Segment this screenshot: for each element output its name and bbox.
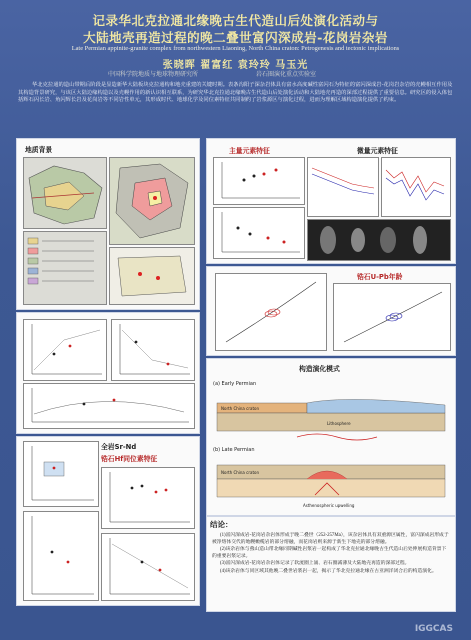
discrimination-plot (23, 383, 195, 429)
ree-pattern-plot (307, 157, 379, 217)
major-element-plot-graphic (214, 158, 304, 204)
isotope-panel (16, 436, 200, 606)
geology-legend-figure (23, 231, 107, 305)
conclusion-2: (2)该杂岩体与燕山造山带北缘同期碱性岩浆岩一起构成了华北克拉通北缘晚古生代造山后处伸展构造背景下的重要岩浆记录。 (212, 547, 447, 559)
isotope-heading: 全岩Sr-Nd (101, 443, 137, 451)
sample-location-graphic (110, 248, 194, 304)
major-element-heading: 主量元素特征 (229, 147, 270, 155)
poster-title-line1: 记录华北克拉通北缘晚古生代造山后处演化活动与 (92, 13, 379, 28)
classification-plot-1 (23, 319, 107, 381)
sample-location-figure (109, 247, 195, 305)
harker-plot (213, 207, 305, 259)
conclusion-body (212, 533, 450, 576)
poster-title-line2: 大陆地壳再造过程的晚二叠世富闪深成岩-花岗岩杂岩 (83, 30, 388, 45)
watermark-text: IGGCAS (414, 624, 453, 634)
trace-element-heading: 微量元素特征 (357, 147, 398, 155)
tectonic-label-astheno: Asthenospheric upwelling (303, 503, 355, 508)
zircon-cl-images (307, 219, 451, 261)
conclusion-3: (3)富闪深成岩-花岗岩杂岩体记录了软流圈上涌、岩石圈减薄及大陆地壳再造的深部过程。 (220, 561, 410, 566)
discrimination-plot-graphic (24, 384, 194, 428)
tectonic-panel (206, 358, 456, 516)
tectonic-label-litho: Lithosphere (327, 421, 351, 426)
affiliation-2: 岩石圈演化重点实验室 (256, 72, 317, 78)
hf-isotope-heading: 锆石Hf同位素特征 (101, 455, 158, 463)
concordia-plot-2-graphic (334, 284, 450, 350)
geochem-panel (16, 312, 200, 434)
conclusion-heading: 结论： (210, 520, 233, 529)
zircon-heading: 锆石U-Pb年龄 (357, 273, 403, 281)
local-geology-map-figure (109, 157, 195, 245)
local-geology-map-graphic (110, 158, 194, 244)
spider-diagram-graphic (382, 158, 450, 216)
conclusion-1: (1)富闪深成岩-花岗岩杂岩体形成于晚二叠世（252-257Ma），该杂岩体具有双重源区属性，富闪深成岩形成于被净熔体交代的地幔橄榄岩的部分熔融，而花岗岩则来源于新生下地壳的部分熔融。 (212, 533, 449, 545)
hf-isotope-plot-1 (101, 467, 195, 529)
tectonic-model-graphic (207, 375, 455, 515)
geology-panel (16, 138, 200, 310)
regional-map-figure (23, 157, 107, 229)
hf-isotope-plot-2-graphic (102, 534, 194, 600)
major-element-plot (213, 157, 305, 205)
geology-legend-graphic (24, 232, 106, 304)
sr-nd-plot-graphic (24, 442, 98, 506)
hf-isotope-plot-2 (101, 533, 195, 601)
element-panel (206, 138, 456, 264)
geology-heading: 地质背景 (25, 146, 53, 154)
concordia-plot-2 (333, 283, 451, 351)
sr-nd-plot (23, 441, 99, 507)
sr-nd-plot-2-graphic (24, 512, 98, 600)
harker-plot-graphic (214, 208, 304, 258)
concordia-plot-1-graphic (216, 274, 326, 350)
ree-pattern-graphic (308, 158, 378, 216)
tectonic-label-ncc: North China craton (221, 406, 260, 411)
abstract: 华北克拉通的造山带期后阶段是显造新华大陆板块克拉通构和地壳重建的关键时期。表条沟阳子深杂岩体具有富水高度碱性富闪石为特征的富闪深成岩-花岗岩杂岩的壳幔相互作用及其构造背景研究，与该区大陆边缘构造以及壳幔作用的新认识相互联系，为研究华北克拉通北缘晚古生代造山后处演化活动和大陆地壳再造的深部过程提供了重要信息。研究区的侵入体包括辉石闪长岩、角闪辉长岩及花岗岩等不同岩性单元，其形成时代、地球化学及同位素特征共同制约了岩浆源区与演化过程，进而为理解区域构造演化提供了约束。 (18, 82, 453, 104)
classification-plot-2 (111, 319, 195, 381)
zircon-cl-graphic (308, 220, 450, 260)
concordia-plot-1 (215, 273, 327, 351)
english-title: Late Permian appinite-granite complex from northwestern Liaoning, North China craton: Petrogenesis and tectonic implications (71, 45, 400, 52)
zircon-panel (206, 266, 456, 356)
tectonic-label-a: (a) Early Permian (213, 381, 257, 387)
author-list: 张晓晖 翟富红 袁玲玲 马玉光 (162, 60, 309, 71)
regional-map-graphic (24, 158, 106, 228)
hf-isotope-plot-1-graphic (102, 468, 194, 528)
affiliation-1: 中国科学院地质与地球物理研究所 (108, 72, 199, 78)
tectonic-heading: 构造演化模式 (299, 365, 340, 373)
sr-nd-plot-2 (23, 511, 99, 601)
conclusion-4: (4)该杂岩体与同区域其他晚二叠世岩浆岩一起，揭示了华北克拉通北缘在古亚洲洋闭合后的构造演化。 (220, 568, 437, 574)
spider-diagram-plot (381, 157, 451, 217)
tectonic-label-b: (b) Late Permian (213, 447, 255, 453)
classification-plot-2-graphic (112, 320, 194, 380)
tectonic-label-ncc-2: North China craton (221, 470, 260, 475)
classification-plot-1-graphic (24, 320, 106, 380)
